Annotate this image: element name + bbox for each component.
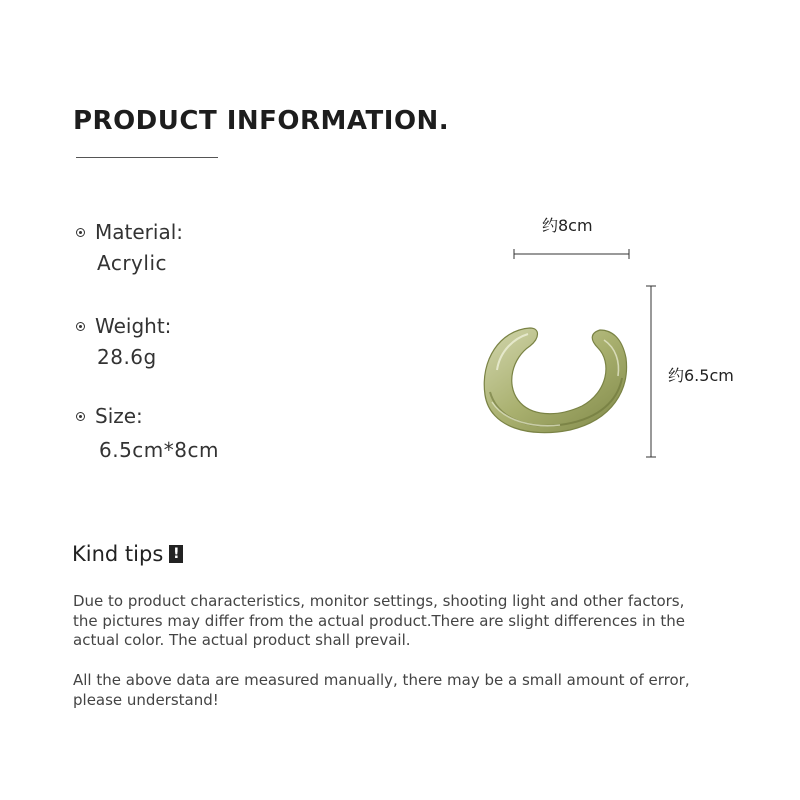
height-dimension-line (646, 286, 656, 457)
width-label: 约8cm (542, 216, 593, 235)
width-dimension-line (514, 249, 629, 259)
kind-tips-label: Kind tips (72, 542, 164, 566)
kind-tips-heading (72, 542, 183, 566)
height-label: 约6.5cm (668, 366, 734, 385)
kind-tips-paragraph-2: All the above data are measured manually, there may be a small amount of error, please understand! (73, 671, 690, 709)
spec-label: Weight: (95, 314, 172, 338)
spec-label: Size: (95, 404, 143, 428)
spec-value: 28.6g (97, 345, 157, 369)
exclamation-icon: ! (169, 545, 183, 563)
page-title: PRODUCT INFORMATION. (73, 106, 450, 136)
ring-image (484, 328, 626, 433)
spec-value: 6.5cm*8cm (99, 438, 219, 462)
spec-label: Material: (95, 220, 183, 244)
spec-value: Acrylic (97, 251, 167, 275)
kind-tips-paragraph-1: Due to product characteristics, monitor settings, shooting light and other factors, the pictures may differ from the actual product.There are slight differences in the actual color. The actual product shall prevail. (73, 592, 685, 649)
